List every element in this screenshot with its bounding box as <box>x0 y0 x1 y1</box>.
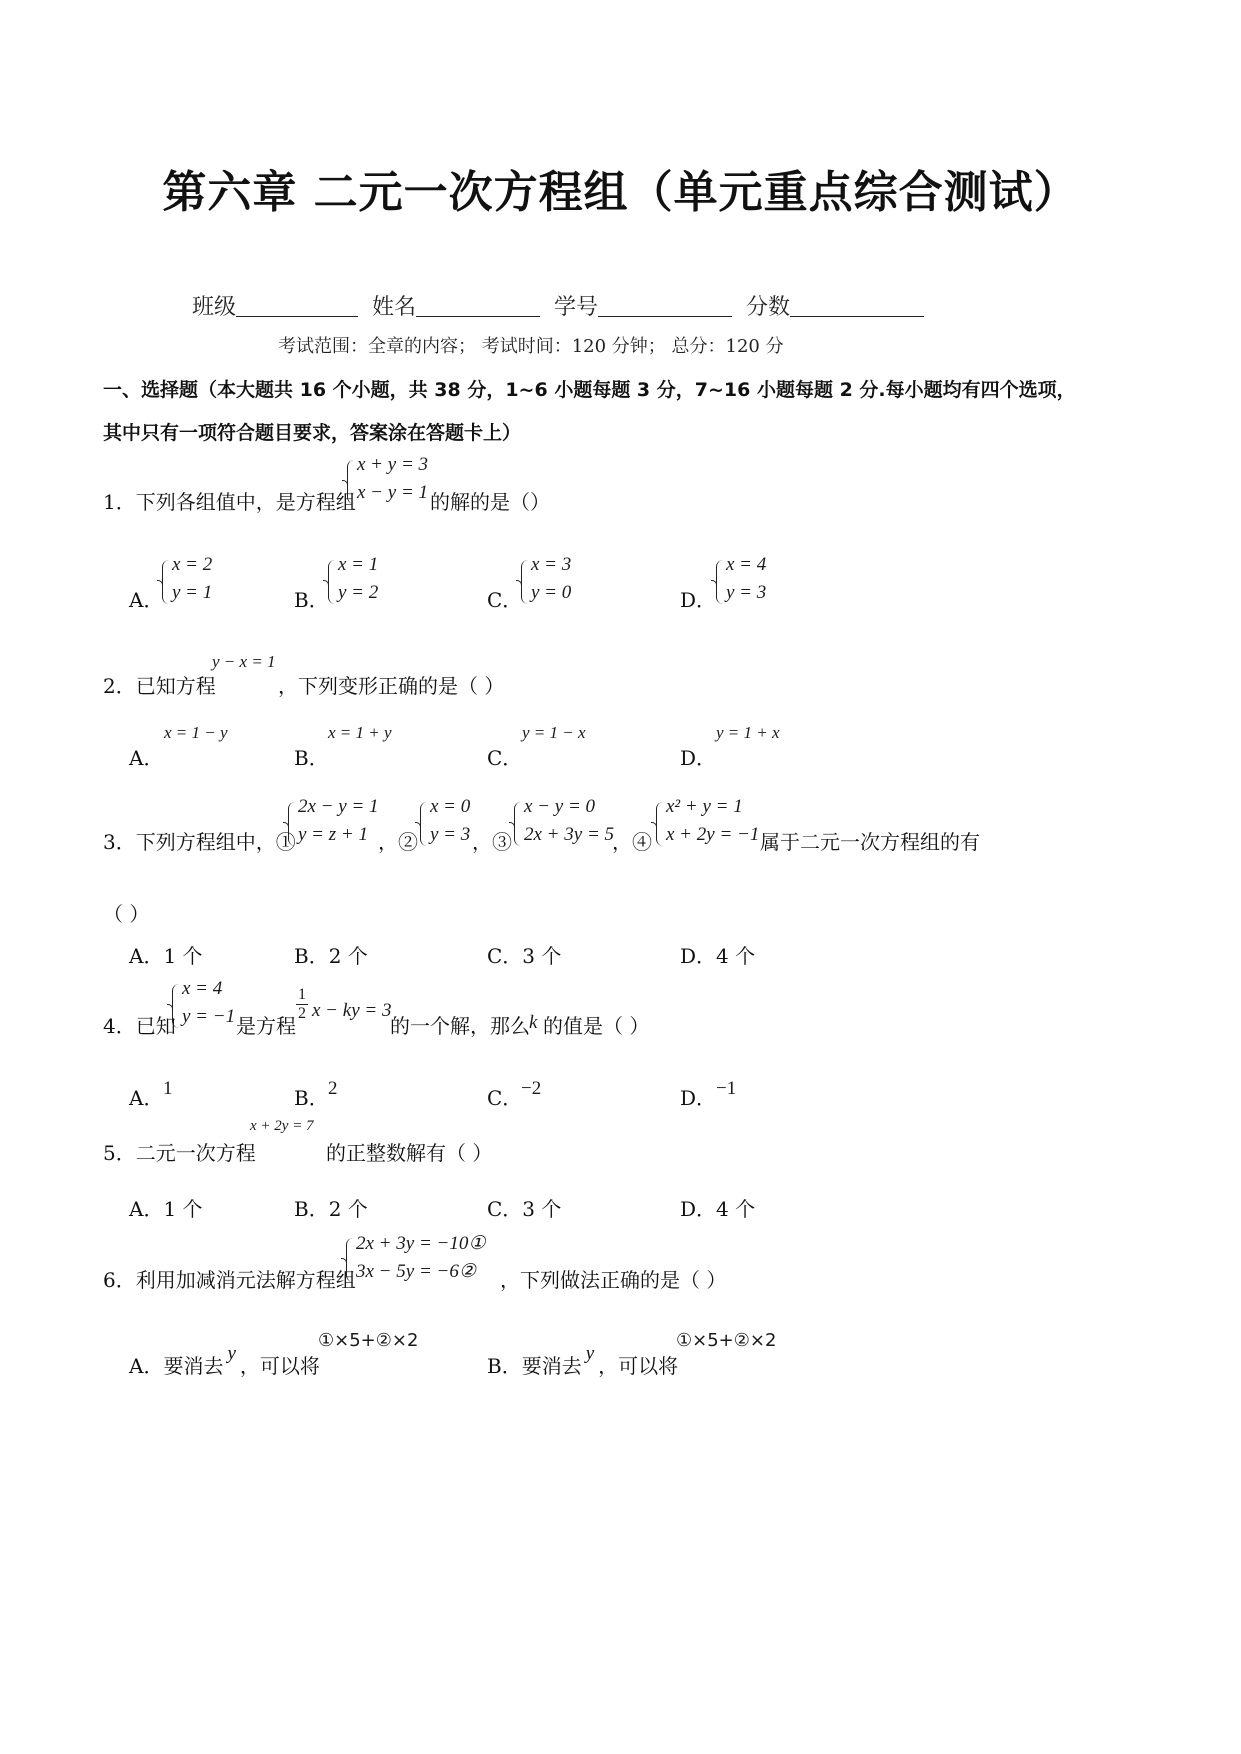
question-text: 下列各组值中，是方程组 <box>135 490 356 514</box>
option-value[interactable]: −1 <box>716 1078 737 1099</box>
score-label: 分数 <box>746 295 791 320</box>
question-text-tail: 属于二元一次方程组的有 <box>760 830 980 854</box>
section-heading-line1: 一、选择题（本大题共 16 个小题，共 38 分，1~6 小题每题 3 分，7~16 小题每题 2 分.每小题均有四个选项， <box>103 379 1076 401</box>
fraction-one-half: 1 2 <box>298 986 306 1022</box>
question-text: 已知方程 <box>135 674 216 698</box>
question-number: 5． <box>103 1141 136 1165</box>
question-text: 已知 <box>135 1014 176 1038</box>
exam-scope: 考试范围：全章的内容； 考试时间：120 分钟； 总分：120 分 <box>278 336 784 357</box>
option-b[interactable]: B．2 个 <box>294 1197 368 1221</box>
option-label[interactable]: C． <box>487 1086 523 1110</box>
option-a[interactable]: A．要消去y，可以将 <box>129 1343 320 1378</box>
option-label[interactable]: C． <box>487 746 523 770</box>
option-value[interactable]: 2 <box>328 1078 338 1099</box>
option-label[interactable]: D． <box>680 1086 717 1110</box>
question-number: 4． <box>103 1014 136 1038</box>
circled-4: ，④ <box>612 830 652 854</box>
student-id-blank[interactable] <box>598 294 732 317</box>
option-d[interactable]: D．4 个 <box>680 944 756 968</box>
student-id-label: 学号 <box>554 295 599 320</box>
name-blank[interactable] <box>416 294 540 317</box>
option-value[interactable]: 1 <box>163 1078 173 1099</box>
variable-y: y <box>585 1343 595 1364</box>
question-number: 3． <box>103 830 136 854</box>
question-text-tail: ，下列变形正确的是（ ） <box>278 674 505 698</box>
class-label: 班级 <box>192 295 237 320</box>
option-equation[interactable]: y = 1 − x <box>522 723 586 742</box>
option-equation[interactable]: y = 1 + x <box>716 723 780 742</box>
name-label: 姓名 <box>372 295 417 320</box>
option-label[interactable]: B． <box>294 588 329 612</box>
question-number: 6． <box>103 1268 136 1292</box>
option-a-expression[interactable]: ①×5+②×2 <box>318 1330 419 1351</box>
option-label[interactable]: C． <box>487 588 523 612</box>
class-blank[interactable] <box>236 294 358 317</box>
equation: y − x = 1 <box>212 652 276 671</box>
option-label[interactable]: A． <box>129 1086 164 1110</box>
question-text-tail: ，下列做法正确的是（ ） <box>500 1268 727 1292</box>
variable-y: y <box>227 1343 236 1364</box>
option-equation[interactable]: x = 1 − y <box>164 723 228 742</box>
circled-2: ，② <box>378 830 418 854</box>
option-c[interactable]: C．3 个 <box>487 1197 562 1221</box>
question-text: 是方程 <box>236 1014 296 1038</box>
question-number: 1． <box>103 490 136 514</box>
question-text: 二元一次方程 <box>135 1141 256 1165</box>
equation: x + 2y = 7 <box>250 1118 314 1134</box>
option-value[interactable]: −2 <box>521 1078 542 1099</box>
variable-k: k <box>529 1012 538 1033</box>
circled-3: ，③ <box>472 830 512 854</box>
option-label[interactable]: D． <box>680 588 717 612</box>
question-text: 下列方程组中，① <box>135 830 296 854</box>
option-label[interactable]: D． <box>680 746 717 770</box>
option-c[interactable]: C．3 个 <box>487 944 562 968</box>
option-b[interactable]: B．要消去y，可以将 <box>487 1343 679 1378</box>
option-a[interactable]: A．1 个 <box>129 944 203 968</box>
student-info-line <box>192 290 924 321</box>
option-b-expression[interactable]: ①×5+②×2 <box>676 1330 777 1351</box>
question-text-tail: 的值是（ ） <box>543 1014 650 1038</box>
option-a[interactable]: A．1 个 <box>129 1197 203 1221</box>
option-label[interactable]: B． <box>294 1086 329 1110</box>
page-title: 第六章 二元一次方程组（单元重点综合测试） <box>162 167 1079 218</box>
equation: x − ky = 3 <box>312 1000 392 1021</box>
option-equation[interactable]: x = 1 + y <box>328 723 392 742</box>
section-heading-line2: 其中只有一项符合题目要求，答案涂在答题卡上） <box>103 422 522 444</box>
option-d[interactable]: D．4 个 <box>680 1197 756 1221</box>
question-text: 的一个解，那么 <box>390 1014 530 1038</box>
answer-paren: （ ） <box>103 902 150 926</box>
option-label[interactable]: A． <box>129 588 164 612</box>
option-label[interactable]: B． <box>294 746 329 770</box>
option-b[interactable]: B．2 个 <box>294 944 368 968</box>
option-label[interactable]: A． <box>129 746 164 770</box>
score-blank[interactable] <box>790 294 924 317</box>
question-text-tail: 的正整数解有（ ） <box>326 1141 493 1165</box>
question-text: 利用加减消元法解方程组 <box>135 1268 356 1292</box>
question-number: 2． <box>103 674 136 698</box>
question-text-tail: 的解的是（） <box>430 490 550 514</box>
